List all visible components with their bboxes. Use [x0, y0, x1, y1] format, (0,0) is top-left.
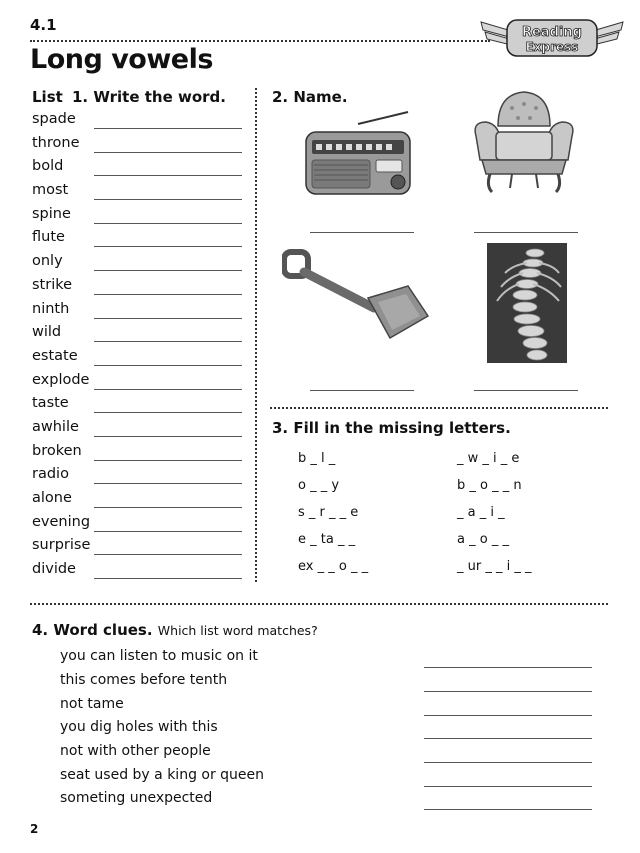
section4-subheading: Which list word matches? — [157, 623, 318, 638]
clue-4: you dig holes with this — [60, 719, 218, 735]
list-item — [32, 134, 247, 158]
missing-letters-right-5[interactable]: _ ur _ _ i _ _ — [457, 559, 532, 574]
logo-text-1: Reading — [522, 25, 582, 40]
section4-divider — [30, 603, 608, 605]
list-word: evening — [32, 513, 91, 530]
section4-heading — [32, 621, 318, 639]
write-line[interactable] — [94, 128, 242, 129]
section1-heading: 1. Write the word. — [72, 88, 226, 106]
section4-title: 4. Word clues. — [32, 621, 153, 639]
list-word: spine — [32, 205, 71, 222]
missing-letters-left-3[interactable]: s _ r _ _ e — [298, 505, 359, 520]
list-word: divide — [32, 561, 76, 578]
list-word: spade — [32, 111, 76, 127]
write-line[interactable] — [94, 507, 242, 508]
list-word: awhile — [32, 418, 79, 435]
write-line[interactable] — [94, 199, 242, 200]
spine-icon — [487, 243, 567, 363]
list-word: broken — [32, 442, 82, 459]
clue-answer-line-6[interactable] — [424, 786, 592, 787]
write-line[interactable] — [94, 152, 242, 153]
clue-5: not with other people — [60, 743, 211, 759]
clue-3: not tame — [60, 696, 124, 712]
list-word: strike — [32, 276, 73, 293]
list-item — [32, 228, 247, 252]
list-word: explode — [32, 371, 90, 388]
clue-answer-line-3[interactable] — [424, 715, 592, 716]
list-word: estate — [32, 347, 78, 364]
clue-answer-line-5[interactable] — [424, 762, 592, 763]
write-line[interactable] — [94, 531, 242, 532]
missing-letters-right-4[interactable]: a _ o _ _ — [457, 532, 509, 547]
missing-letters-left-5[interactable]: ex _ _ o _ _ — [298, 559, 369, 574]
missing-letters-right-2[interactable]: b _ o _ _ n — [457, 478, 522, 493]
clue-2: this comes before tenth — [60, 672, 228, 688]
write-line[interactable] — [94, 223, 242, 224]
list-item — [32, 276, 247, 300]
list-item — [32, 110, 247, 134]
name-answer-line-armchair[interactable] — [474, 232, 578, 233]
list-item — [32, 560, 247, 584]
list-item — [32, 205, 247, 229]
list-word: taste — [32, 395, 69, 412]
clue-answer-line-2[interactable] — [424, 691, 592, 692]
list-item — [32, 513, 247, 537]
logo-text-2: Express — [525, 40, 579, 54]
write-line[interactable] — [94, 270, 242, 271]
list-word: throne — [32, 134, 80, 151]
clue-answer-line-7[interactable] — [424, 809, 592, 810]
column-divider — [255, 88, 257, 582]
list-item — [32, 347, 247, 371]
write-line[interactable] — [94, 246, 242, 247]
list-item — [32, 300, 247, 324]
write-line[interactable] — [94, 365, 242, 366]
clue-answer-line-4[interactable] — [424, 738, 592, 739]
list-word: only — [32, 253, 63, 270]
list-word: radio — [32, 466, 69, 483]
list-word: flute — [32, 229, 65, 246]
radio-icon — [300, 108, 415, 198]
missing-letters-left-1[interactable]: b _ l _ — [298, 451, 336, 466]
clue-6: seat used by a king or queen — [60, 767, 265, 783]
clue-answer-line-1[interactable] — [424, 667, 592, 668]
page-number: 2 — [30, 822, 39, 836]
write-line[interactable] — [94, 578, 242, 579]
write-line[interactable] — [94, 554, 242, 555]
spade-icon — [282, 246, 432, 342]
list-item — [32, 536, 247, 560]
write-line[interactable] — [94, 483, 242, 484]
missing-letters-left-4[interactable]: e _ ta _ _ — [298, 532, 356, 547]
write-line[interactable] — [94, 175, 242, 176]
write-line[interactable] — [94, 294, 242, 295]
list-item — [32, 181, 247, 205]
list-word: ninth — [32, 300, 70, 317]
write-line[interactable] — [94, 389, 242, 390]
reading-express-logo — [477, 12, 627, 62]
name-answer-line-spine[interactable] — [474, 390, 578, 391]
list-item — [32, 371, 247, 395]
armchair-icon — [468, 86, 580, 198]
section2-heading: 2. Name. — [272, 88, 348, 106]
list-word: most — [32, 182, 69, 199]
missing-letters-right-1[interactable]: _ w _ i _ e — [457, 451, 520, 466]
write-line[interactable] — [94, 436, 242, 437]
missing-letters-left-2[interactable]: o _ _ y — [298, 478, 340, 493]
list-item — [32, 418, 247, 442]
clue-7: someting unexpected — [60, 790, 213, 806]
page-title: Long vowels — [30, 44, 213, 75]
list-item — [32, 442, 247, 466]
name-answer-line-radio[interactable] — [310, 232, 414, 233]
missing-letters-right-3[interactable]: _ a _ i _ — [457, 505, 505, 520]
list-item — [32, 489, 247, 513]
list-word: wild — [32, 324, 62, 341]
list-item — [32, 323, 247, 347]
list-item — [32, 394, 247, 418]
unit-number: 4.1 — [30, 16, 57, 34]
list-item — [32, 157, 247, 181]
word-list — [32, 110, 247, 584]
write-line[interactable] — [94, 460, 242, 461]
list-item — [32, 252, 247, 276]
list-word: bold — [32, 158, 64, 175]
write-line[interactable] — [94, 412, 242, 413]
write-line[interactable] — [94, 318, 242, 319]
section2-divider — [270, 407, 608, 409]
section3-heading: 3. Fill in the missing letters. — [272, 419, 511, 437]
list-word: alone — [32, 490, 72, 506]
name-answer-line-spade[interactable] — [310, 390, 414, 391]
clue-1: you can listen to music on it — [60, 648, 258, 664]
list-word: surprise — [32, 537, 91, 554]
list-item — [32, 465, 247, 489]
write-line[interactable] — [94, 341, 242, 342]
list-label: List — [32, 88, 63, 106]
header-divider — [30, 40, 490, 42]
